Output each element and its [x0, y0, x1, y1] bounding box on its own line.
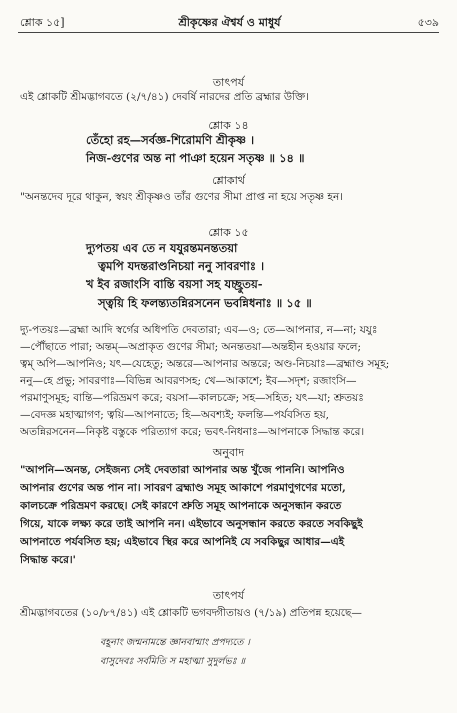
running-header [20, 14, 439, 30]
purport-text: এই শ্লোকটি শ্রীমদ্ভাগবতে (২/৭/৪১) দেবর্ষি নারদের প্রতি ব্রহ্মার উক্তি। [20, 91, 309, 103]
verse-14-heading: শ্লোক ১৪ [208, 119, 249, 132]
translation-heading: অনুবাদ [212, 446, 245, 459]
verse-14-translation: "অনন্তদেব দূরে থাকুন, স্বয়ং শ্রীকৃষ্ণও তাঁর গুণের সীমা প্রাপ্ত না হয়ে সতৃষ্ণ হন। [20, 191, 343, 203]
header-chapter-title: শ্রীকৃষ্ণের ঐশ্বর্য ও মাধুর্য [178, 16, 281, 29]
translation-line: "আপনি—অনন্ত, সেইজন্য সেই দেবতারা আপনার অন্ত খুঁজে পাননি। আপনিও [20, 464, 345, 476]
translation-line: আপনার গুণের অন্ত পান না। সাবরণ ব্রহ্মাণ্ড সমূহ আকাশে পরমাণুগণের মতো, [20, 482, 346, 494]
purport-15-text: শ্রীমদ্ভাগবতের (১০/৮৭/৪১) এই শ্লোকটি ভগবদ্গীতায়ও (৭/১৯) প্রতিপন্ন হয়েছে— [20, 607, 362, 619]
verse-14-line-1: তেঁহো রহ—সর্বজ্ঞ-শিরোমণি শ্রীকৃষ্ণ । [86, 133, 255, 147]
word-meaning-line: পরমাণুসমূহ; বান্তি—পরিভ্রমণ করে; বয়সা—কালচক্রে; সহ—সহিত; যৎ—যা; শ্রুতয়ঃ [20, 392, 364, 404]
verse-15-line-3: খ ইব রজাংসি বান্তি বয়সা সহ যচ্ছ্রুতয়- [86, 277, 263, 291]
word-meaning-line: দ্যু-পতয়ঃ—ব্রহ্মা আদি স্বর্গের অধিপতি দেবতারা; এব—ও; তে—আপনার, ন—না; যযুঃ [20, 324, 378, 336]
gita-quote-line-1: বহূনাং জন্মনামন্তে জ্ঞানবান্মাং প্রপদ্যতে । [100, 637, 250, 648]
word-meaning-line: —বেদজ্ঞ মহাত্মাগণ; ত্বয়ি—আপনাতে; হি—অবশ্যই; ফলন্তি—পর্যবসিত হয়, [20, 409, 329, 421]
translation-line: আপনাতে পর্যবসিত হয়; এইভাবে স্থির করে আপনিই যে সবকিছুর আধার—এই [20, 536, 345, 548]
word-meaning-line: অতন্নিরসনেন—নিকৃষ্ট বস্তুকে পরিত্যাগ করে; ভবৎ-নিধনাঃ—আপনাকে সিদ্ধান্ত করে। [20, 426, 365, 438]
page-number: ৫৩৯ [417, 16, 439, 29]
verse-15-line-1: দ্যুপতয় এব তে ন যযুরন্তমনন্ততয়া [86, 241, 238, 255]
word-meaning-line: —পৌঁছাতে পারা; অন্তম্—অপ্রাকৃত গুণের সীমা; অনন্ততয়া—অন্তহীন হওয়ার ফলে; [20, 341, 361, 353]
word-meaning-line: ননু—হে প্রভু; সাবরণাঃ—বিভিন্ন আবরণসহ; খে—আকাশে; ইব—সদৃশ; রজাংসি— [20, 375, 357, 387]
verse-14-translation-heading: শ্লোকার্থ [212, 174, 245, 187]
verse-14-line-2: নিজ-গুণের অন্ত না পাঞা হয়েন সতৃষ্ণ ॥ ১৪ ॥ [86, 151, 305, 165]
purport-15-heading: তাৎপর্য [212, 589, 245, 602]
translation-line: গিয়ে, যাকে লক্ষ্য করে তাই আপনি নন। এইভাবে অনুসন্ধান করতে করতে সবকিছুই [20, 518, 363, 530]
gita-quote-line-2: বাসুদেবঃ সর্বমিতি স মহাত্মা সুদুর্লভঃ ॥ [100, 656, 246, 667]
purport-heading: তাৎপর্য [212, 76, 245, 89]
header-verse-ref: শ্লোক ১৫] [20, 16, 65, 29]
verse-15-heading: শ্লোক ১৫ [208, 226, 249, 239]
translation-line: সিদ্ধান্ত করে।' [20, 554, 76, 566]
translation-line: কালচক্রে পরিভ্রমণ করছে। সেই কারণে শ্রুতি সমূহ আপনাকে অনুসন্ধান করতে [20, 500, 342, 512]
word-meaning-line: ত্বম্ অপি—আপনিও; যৎ—যেহেতু; অন্তরে—আপনার অন্তরে; অণ্ড-নিচয়াঃ—ব্রহ্মাণ্ড সমূহ; [20, 358, 390, 370]
header-rule [18, 32, 439, 33]
verse-15-line-4: স্ত্বয়ি হি ফলন্ত্যতন্নিরসনেন ভবন্নিধনাঃ ॥ ১৫ ॥ [98, 296, 312, 310]
verse-15-line-2: ত্বমপি যদন্তরাণ্ডনিচয়া ননু সাবরণাঃ । [98, 259, 265, 273]
